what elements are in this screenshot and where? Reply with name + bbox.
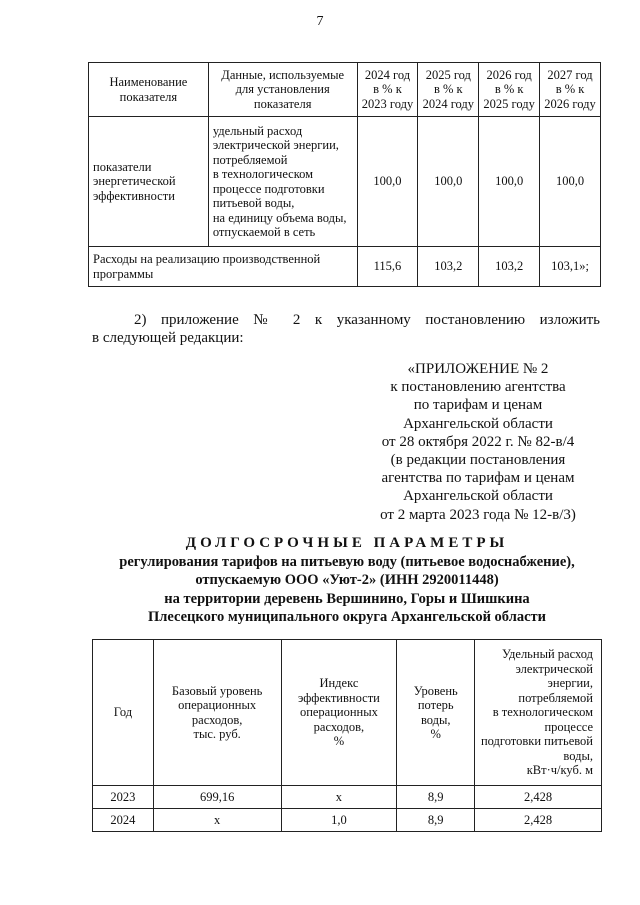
value-cell: 103,2 — [418, 247, 479, 287]
appendix-header: «ПРИЛОЖЕНИЕ № 2 к постановлению агентства по тарифам и ценам Архангельской области от 28 октября 2022 г. № 82-в/4 (в редакции постановления агентства по тарифам и ценам Архангельской области от 2 марта 2023 года № 12-в/3) — [380, 361, 576, 523]
title-subtitle: регулирования тарифов на питьевую воду (питьевое водоснабжение), отпускаемую ООО «Уют-2» (ИНН 2920011448) на территории деревень Вершинино, Горы и Шишкина Плесецкого муниципального округа Архангельской области — [119, 554, 575, 625]
paragraph-line: в следующей редакции: — [92, 330, 244, 346]
document-title — [92, 534, 602, 626]
value-cell: 115,6 — [357, 247, 418, 287]
year-cell: 2023 — [93, 786, 154, 809]
table-row — [89, 247, 601, 287]
value-cell: 1,0 — [281, 809, 397, 832]
value-cell: x — [281, 786, 397, 809]
value-cell: 100,0 — [479, 117, 540, 247]
amendment-paragraph — [92, 311, 600, 347]
value-cell: 2,428 — [475, 786, 602, 809]
value-cell: 100,0 — [418, 117, 479, 247]
value-cell: 8,9 — [397, 809, 475, 832]
value-cell: 103,1»; — [540, 247, 601, 287]
value-cell: x — [153, 809, 281, 832]
header-cell: Год — [93, 640, 154, 786]
value-cell: 100,0 — [357, 117, 418, 247]
header-cell: 2024 год в % к 2023 году — [357, 63, 418, 117]
header-cell: Базовый уровень операционных расходов, тыс. руб. — [153, 640, 281, 786]
year-cell: 2024 — [93, 809, 154, 832]
indicator-name-cell: показатели энергетической эффективности — [89, 117, 209, 247]
value-cell: 100,0 — [540, 117, 601, 247]
header-cell: 2026 год в % к 2025 году — [479, 63, 540, 117]
header-cell: Наименование показателя — [89, 63, 209, 117]
header-cell: Данные, используемые для установления показателя — [208, 63, 357, 117]
header-cell: Индекс эффективности операционных расходов, % — [281, 640, 397, 786]
indicators-table — [88, 62, 601, 287]
table-row — [89, 117, 601, 247]
indicator-data-cell: удельный расход электрической энергии, потребляемой в технологическом процессе подготовки питьевой воды, на единицу объема воды, отпускаемой в сеть — [208, 117, 357, 247]
header-cell: 2027 год в % к 2026 году — [540, 63, 601, 117]
header-cell: Удельный расход электрической энергии, потребляемой в технологическом процессе подготовки питьевой воды, кВт·ч/куб. м — [475, 640, 602, 786]
value-cell: 2,428 — [475, 809, 602, 832]
expenses-name-cell: Расходы на реализацию производственной программы — [89, 247, 358, 287]
value-cell: 8,9 — [397, 786, 475, 809]
title-main: ДОЛГОСРОЧНЫЕ ПАРАМЕТРЫ — [185, 535, 509, 551]
header-cell: 2025 год в % к 2024 году — [418, 63, 479, 117]
table-header-row — [89, 63, 601, 117]
value-cell: 699,16 — [153, 786, 281, 809]
header-cell: Уровень потерь воды, % — [397, 640, 475, 786]
table-row — [93, 809, 602, 832]
paragraph-line: 2) приложение № 2 к указанному постановлению изложить — [134, 312, 600, 328]
value-cell: 103,2 — [479, 247, 540, 287]
table-row — [93, 786, 602, 809]
parameters-table — [92, 639, 602, 832]
page-number: 7 — [316, 14, 324, 29]
table-header-row — [93, 640, 602, 786]
